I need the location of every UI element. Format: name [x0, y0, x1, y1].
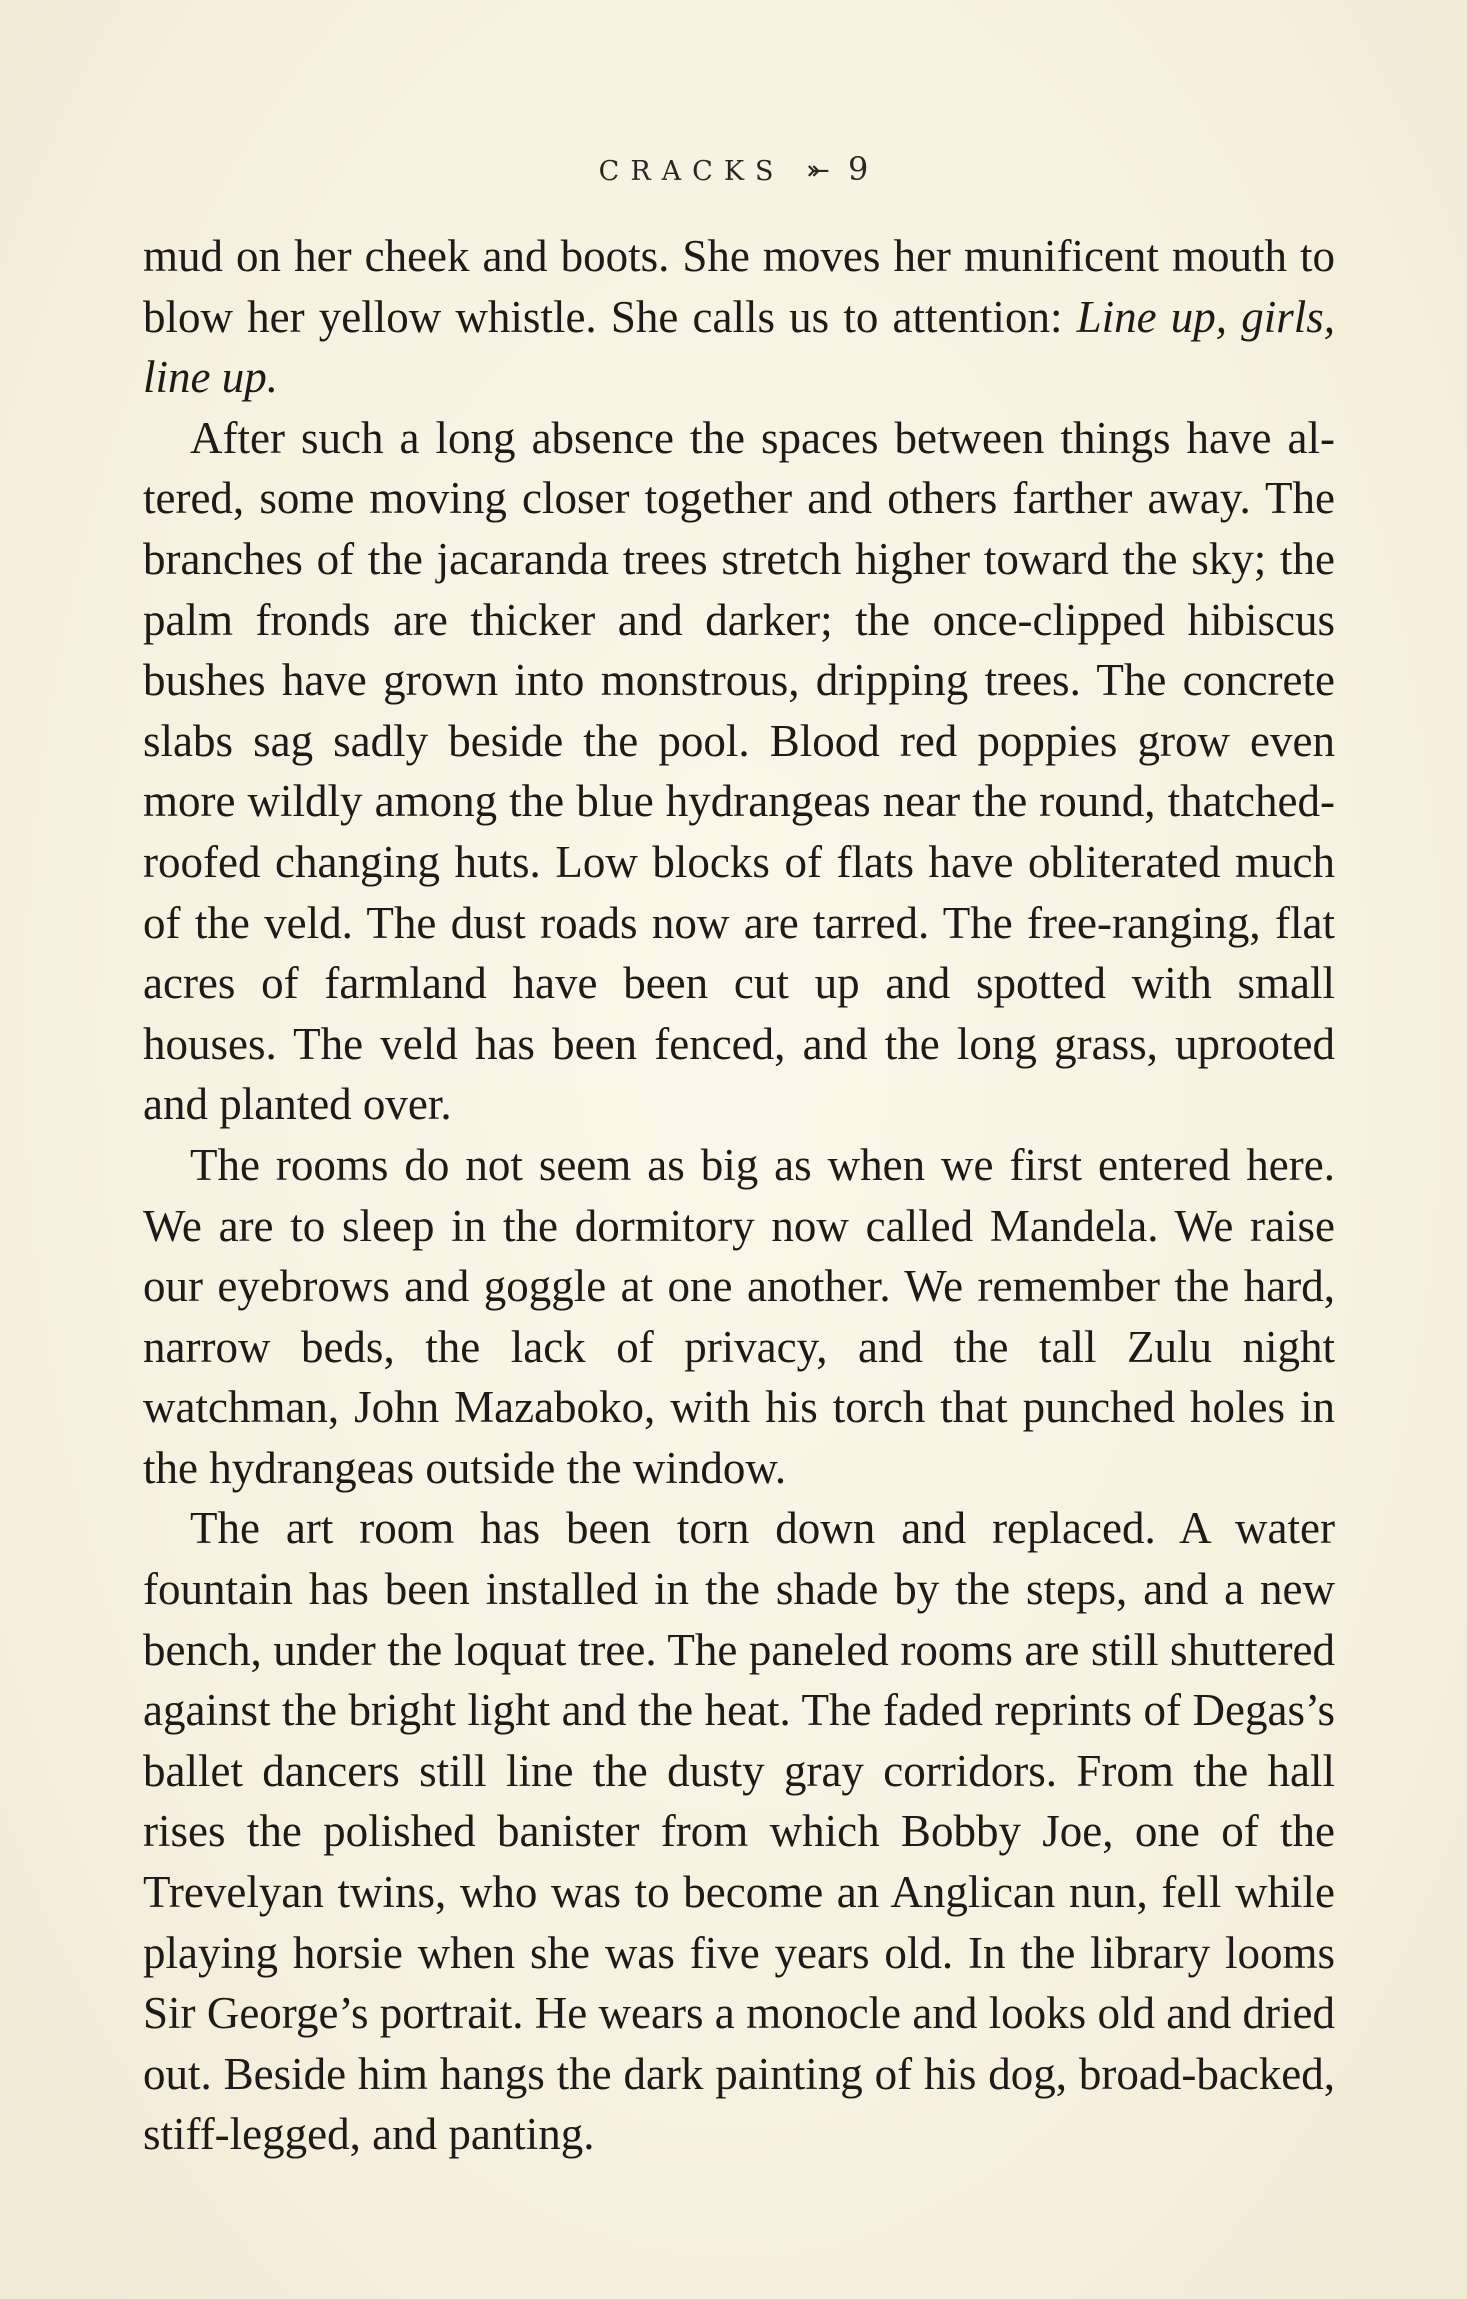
paragraph-4: The art room has been torn down and replaced. A water fountain has been installed in the shade by the steps, and a new bench, under the loquat tree. The paneled rooms are still shuttered against the bright light and the heat. The faded reprints of Degas’s ballet dancers still line the dusty gray corridors. From the hall rises the polished banister from which Bobby Joe, one of the Trevelyan twins, who was to become an Anglican nun, fell while playing horsie when she was five years old. In the library looms Sir George’s portrait. He wears a monocle and looks old and dried out. Beside him hangs the dark painting of his dog, broad-backed, stiff-legged, and panting. [143, 1503, 1335, 2160]
paragraph-1-text: mud on her cheek and boots. She moves her munificent mouth to blow her yellow whistle. She calls us to attention: [143, 231, 1335, 342]
running-head [0, 150, 1467, 188]
paragraph-1 [143, 226, 1335, 408]
ornament-icon: ⤜ [806, 154, 830, 187]
paragraph-1-italic: Line up, girls, line up. [143, 291, 1335, 403]
paragraph-2: After such a long absence the spaces between things have altered, some moving closer together and others farther away. The branches of the jacaranda trees stretch higher toward the sky; the palm fronds are thicker and darker; the once-clipped hibiscus bushes have grown into monstrous, dripping trees. The concrete slabs sag sadly beside the pool. Blood red poppies grow even more wildly among the blue hydrangeas near the round, thatched-roofed changing huts. Low blocks of flats have obliterated much of the veld. The dust roads now are tarred. The free-ranging, flat acres of farmland have been cut up and spotted with small houses. The veld has been fenced, and the long grass, uprooted and planted over. [143, 412, 1335, 1130]
running-head-title: CRACKS [598, 156, 785, 187]
page-number: 9 [847, 150, 869, 188]
paragraph-3: The rooms do not seem as big as when we first entered here. We are to sleep in the dormitory now called Mandela. We raise our eyebrows and goggle at one another. We remember the hard, narrow beds, the lack of privacy, and the tall Zulu night watchman, John Mazaboko, with his torch that punched holes in the hydrangeas outside the window. [143, 1139, 1335, 1493]
body-text [143, 226, 1335, 2165]
